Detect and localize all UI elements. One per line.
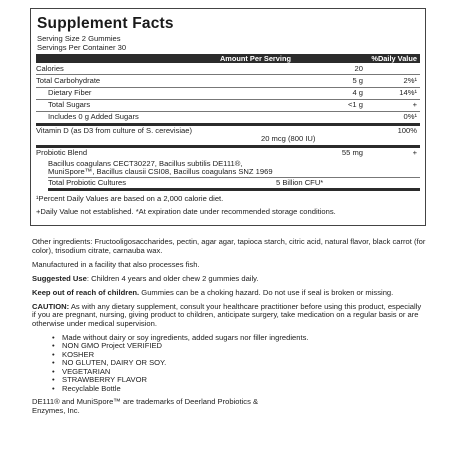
total-probiotic-row: [48, 177, 420, 192]
table-row: [36, 100, 420, 112]
table-row: [36, 88, 420, 100]
footnote-not-established: +Daily Value not established. *At expiration date under recommended storage conditions.: [36, 206, 336, 216]
list-item: • NO GLUTEN, DAIRY OR SOY.: [52, 359, 426, 368]
list-item: • Made without dairy or soy ingredients, added sugars nor filler ingredients.: [52, 334, 426, 343]
keep-out-label: Keep out of reach of children.: [32, 287, 140, 297]
supplement-facts-panel: [30, 8, 426, 226]
daily-value-header: %Daily Value: [371, 53, 417, 63]
trademark-note: DE111® and MuniSpore™ are trademarks of Deerland Probiotics & Enzymes, Inc.: [32, 397, 259, 415]
nutrient-dv: 14%¹: [399, 87, 417, 97]
nutrient-amount: 20 mcg (800 IU): [261, 134, 316, 144]
caution-text: As with any dietary supplement, consult your healthcare practitioner before using this product, especially if you are pregnant, nursing, giving product to children, anticipate surgery, take medication on a regular basis or are otherwise under medical supervision.: [32, 301, 422, 328]
nutrient-amount: 55 mg: [341, 148, 363, 158]
table-row: [36, 63, 420, 75]
servings-per-container: Servings Per Container 30: [37, 42, 127, 52]
list-item: • STRAWBERRY FLAVOR: [52, 376, 426, 385]
panel-title: Supplement Facts: [37, 15, 174, 32]
other-ingredients: Other ingredients: Fructooligosaccharides, pectin, agar agar, tapioca starch, citric acid, natural flavor, black carrot (for color), trisodium citrate, carnauba wax.: [32, 237, 426, 255]
facts-header-bar: [36, 54, 420, 63]
keep-out-text: Gummies can be a choking hazard. Do not use if seal is broken or missing.: [139, 287, 394, 297]
nutrient-name: Vitamin D (as D3 from culture of S. cerevisiae): [36, 126, 193, 136]
nutrient-name: Dietary Fiber: [48, 87, 92, 97]
label-body-text: [32, 238, 426, 421]
table-row: [36, 75, 420, 87]
list-item: • VEGETARIAN: [52, 368, 426, 377]
nutrient-amount: 20: [354, 63, 363, 73]
nutrient-name: Probiotic Blend: [36, 148, 88, 158]
nutrient-amount: 5 g: [352, 75, 363, 85]
list-item: • KOSHER: [52, 351, 426, 360]
suggested-use-text: : Children 4 years and older chew 2 gummies daily.: [86, 273, 259, 283]
suggested-use-label: Suggested Use: [32, 273, 87, 283]
total-probiotic-amount: 5 Billion CFU*: [276, 177, 324, 187]
nutrient-name: Calories: [36, 63, 64, 73]
table-row: [36, 148, 420, 159]
keep-out-warning: [32, 289, 426, 298]
list-item: • NON GMO Project VERIFIED: [52, 342, 426, 351]
nutrient-dv: 100%: [397, 126, 417, 136]
caution-warning: [32, 303, 426, 329]
list-item: • Recyclable Bottle: [52, 385, 426, 394]
nutrient-name: Includes 0 g Added Sugars: [48, 112, 139, 122]
table-row: [36, 112, 420, 126]
nutrient-amount: 4 g: [352, 87, 363, 97]
caution-label: CAUTION:: [32, 301, 70, 311]
table-row: [36, 126, 420, 148]
footnote-daily-values: ¹Percent Daily Values are based on a 2,000 calorie diet.: [36, 194, 224, 204]
probiotic-blend-description: Bacillus coagulans CECT30227, Bacillus subtilis DE111®, MuniSpore™, Bacillus clausii CSI08, Bacillus coagulans SNZ 1969: [48, 158, 273, 177]
total-probiotic-name: Total Probiotic Cultures: [48, 177, 127, 187]
serving-size: Serving Size 2 Gummies: [37, 34, 121, 44]
manufactured-note: Manufactured in a facility that also processes fish.: [32, 259, 200, 269]
nutrient-amount: <1 g: [348, 99, 363, 109]
feature-list: [32, 334, 426, 394]
amount-per-serving-header: Amount Per Serving: [219, 53, 291, 63]
nutrient-dv: +: [412, 99, 417, 109]
nutrient-dv: +: [412, 148, 417, 158]
nutrient-dv: 0%¹: [403, 112, 417, 122]
nutrient-name: Total Carbohydrate: [36, 75, 101, 85]
suggested-use: [32, 275, 426, 284]
nutrient-name: Total Sugars: [48, 99, 91, 109]
nutrient-dv: 2%¹: [403, 75, 417, 85]
